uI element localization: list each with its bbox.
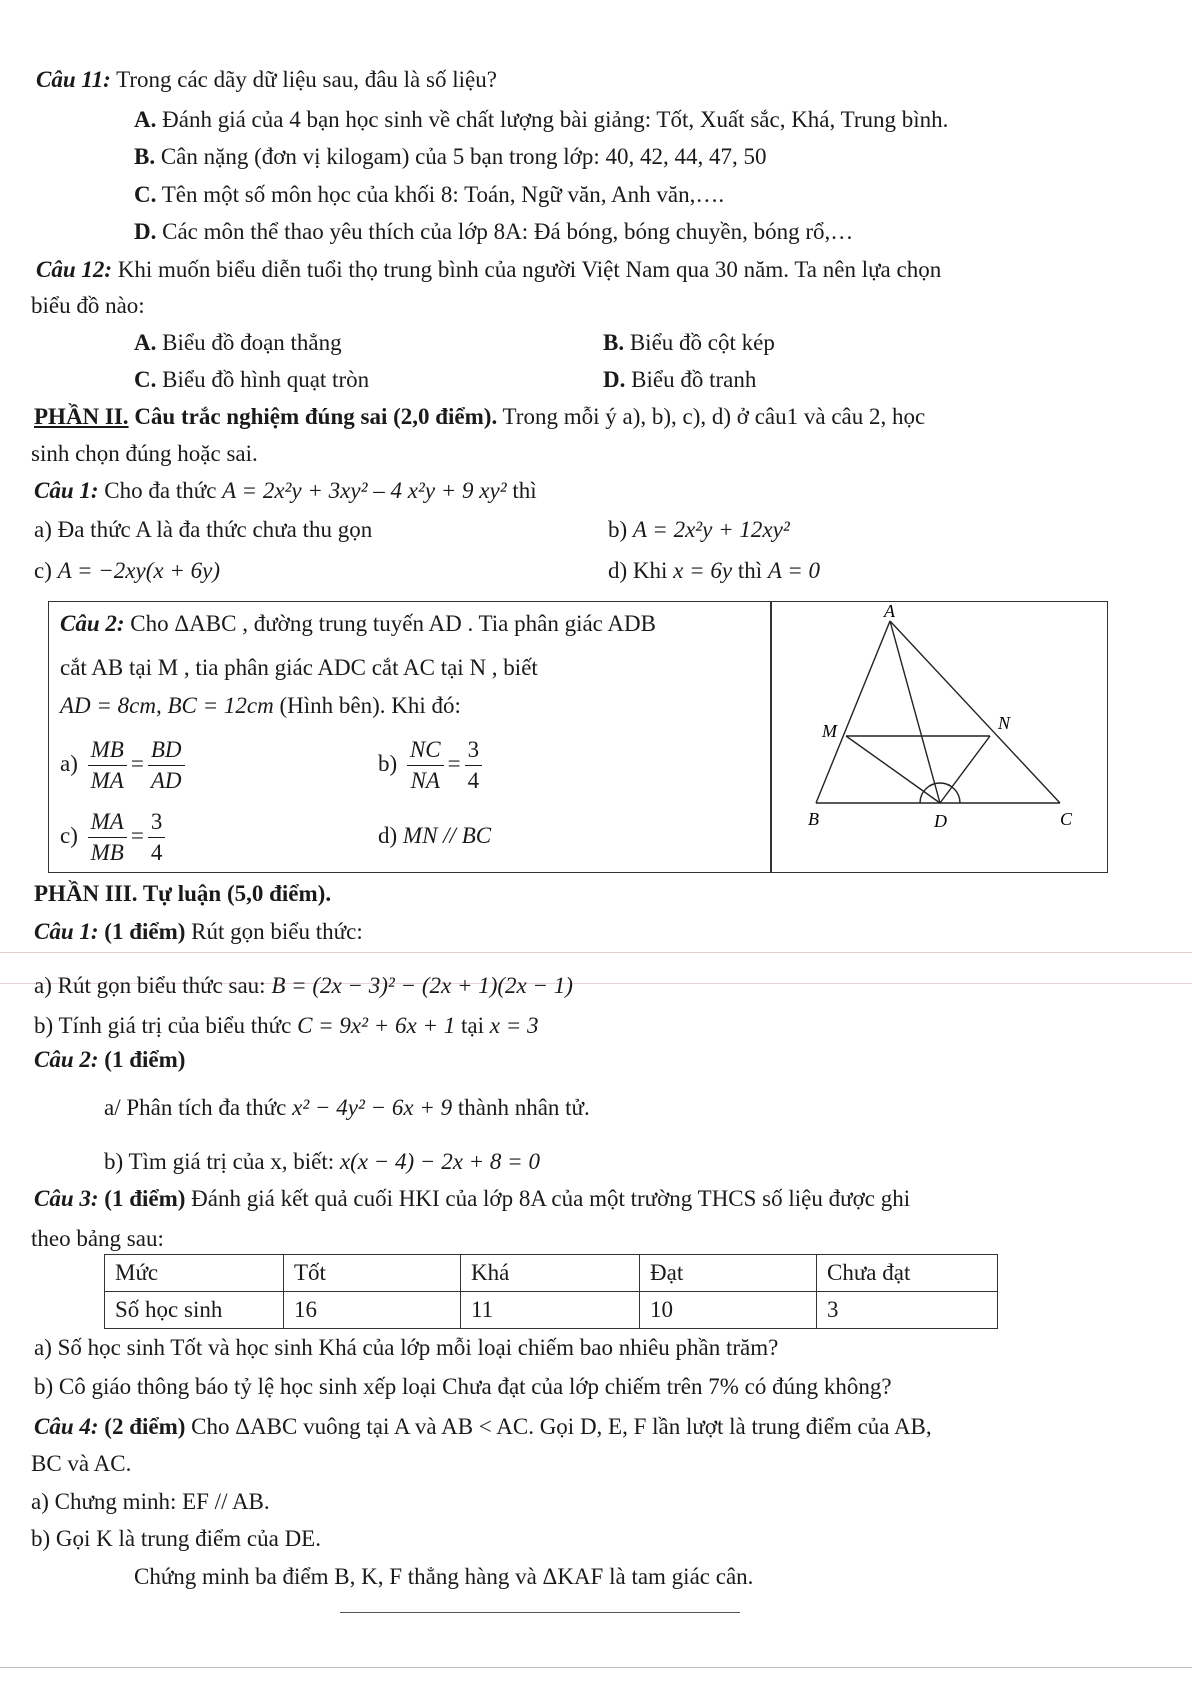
denominator: 4 [150, 840, 163, 866]
q12-label: Câu 12: [36, 257, 113, 282]
numerator: MA [88, 807, 127, 838]
triangle-figure [770, 601, 1108, 873]
numerator: 3 [465, 735, 483, 766]
option-text: Biểu đồ đoạn thẳng [156, 330, 342, 355]
bisector-dn [940, 736, 990, 803]
p3-q3-question [34, 1185, 910, 1213]
p2-q2-text: Cho ΔABC , đường trung tuyến AD . Tia phân giác ADB [124, 611, 656, 636]
item-label: c) [34, 558, 58, 583]
option-text: Biểu đồ hình quạt tròn [156, 367, 370, 392]
scan-line [0, 952, 1192, 953]
q11-option-b [134, 143, 766, 171]
item-label: b) [608, 517, 633, 542]
option-letter: B. [603, 330, 625, 355]
option-letter: C. [134, 182, 157, 207]
option-text: Đánh giá của 4 bạn học sinh về chất lượng bài giảng: Tốt, Xuất sắc, Khá, Trung bình. [156, 107, 949, 132]
item-expr: B = (2x − 3)² − (2x + 1)(2x − 1) [271, 973, 573, 998]
table-cell: Tốt [284, 1255, 461, 1292]
p3-q4-question-cont: BC và AC. [31, 1451, 132, 1476]
p2-q1-text: Cho đa thức [98, 478, 223, 503]
p2-q2-given: AD = 8cm, BC = 12cm [60, 693, 274, 718]
q11-label: Câu 11: [36, 67, 111, 92]
p2-q1-b [608, 516, 790, 544]
q11-option-d [134, 218, 853, 246]
item-text: b) Tính giá trị của biểu thức [34, 1013, 298, 1038]
end-separator [340, 1612, 740, 1613]
part2-heading [34, 403, 925, 431]
item-text: a) Rút gọn biểu thức sau: [34, 973, 272, 998]
p3-q1-label: Câu 1: [34, 919, 99, 944]
p3-q4-a: a) Chưng minh: EF // AB. [31, 1489, 270, 1514]
table-cell: 16 [284, 1292, 461, 1329]
option-letter: A. [134, 330, 157, 355]
p2-q1-label: Câu 1: [34, 478, 99, 503]
numerator: 3 [148, 807, 166, 838]
p2-q2-b [378, 734, 486, 796]
item-expr: x² − 4y² − 6x + 9 [292, 1095, 453, 1120]
table-cell: Khá [461, 1255, 640, 1292]
bisector-dm [846, 736, 940, 803]
p2-q2-d [378, 822, 491, 850]
p2-q2-label: Câu 2: [60, 611, 125, 636]
item-expr: A = 0 [767, 558, 821, 583]
denominator: 4 [467, 768, 480, 794]
option-letter: A. [134, 107, 157, 132]
item-label: b) [378, 751, 398, 776]
p2-q1-a: a) Đa thức A là đa thức chưa thu gọn [34, 517, 373, 542]
item-label: c) [60, 823, 78, 848]
option-text: Cân nặng (đơn vị kilogam) của 5 bạn trong lớp: 40, 42, 44, 47, 50 [155, 144, 767, 169]
part2-heading-cont: sinh chọn đúng hoặc sai. [31, 441, 258, 466]
numerator: BD [148, 735, 185, 766]
item-expr: A = 2x²y + 12xy² [632, 517, 790, 542]
label-c: C [1060, 809, 1073, 829]
p3-q3-label: Câu 3: [34, 1186, 99, 1211]
numerator: NC [407, 735, 444, 766]
part2-title: PHẦN II. [34, 404, 129, 429]
table-cell: Chưa đạt [817, 1255, 998, 1292]
option-text: Tên một số môn học của khối 8: Toán, Ngữ văn, Anh văn,…. [156, 182, 725, 207]
p2-q1-question [34, 477, 537, 505]
p3-q3-points: (1 điểm) [98, 1186, 186, 1211]
p3-q3-b: b) Cô giáo thông báo tỷ lệ học sinh xếp loại Chưa đạt của lớp chiếm trên 7% có đúng không? [34, 1374, 892, 1399]
label-d: D [934, 811, 947, 831]
p3-q2-label: Câu 2: [34, 1047, 99, 1072]
q11-option-a [134, 106, 948, 134]
q12-option-d [603, 366, 756, 394]
p2-q2-line1 [60, 610, 656, 638]
q12-option-b [603, 329, 775, 357]
p2-q2-line3 [60, 692, 461, 720]
equals: = [130, 751, 144, 776]
table-cell: Số học sinh [105, 1292, 284, 1329]
p3-q2-a [104, 1094, 590, 1122]
p2-q1-tail: thì [506, 478, 537, 503]
denominator: MA [90, 768, 124, 794]
item-mid: thì [732, 558, 768, 583]
q11-option-c [134, 181, 724, 209]
denominator: AD [150, 768, 182, 794]
p3-q3-question-cont: theo bảng sau: [31, 1226, 164, 1251]
item-expr: MN // BC [402, 823, 492, 848]
equals: = [447, 751, 461, 776]
side-ab [816, 621, 890, 803]
p2-q2-tail: (Hình bên). Khi đó: [273, 693, 461, 718]
option-letter: B. [134, 144, 156, 169]
item-expr: A = −2xy(x + 6y) [57, 558, 220, 583]
option-text: Các môn thể thao yêu thích của lớp 8A: Đá bóng, bóng chuyền, bóng rổ,… [156, 219, 854, 244]
table-cell: 3 [817, 1292, 998, 1329]
p3-q4-b: b) Gọi K là trung điểm của DE. [31, 1526, 321, 1551]
q11-question [36, 66, 497, 94]
p3-q4-points: (2 điểm) [98, 1414, 186, 1439]
table-row [105, 1292, 998, 1329]
part3-heading: PHẦN III. Tự luận (5,0 điểm). [34, 881, 332, 906]
p3-q1-question [34, 918, 363, 946]
p3-q3-text: Đánh giá kết quả cuối HKI của lớp 8A của một trường THCS số liệu được ghi [185, 1186, 911, 1211]
p3-q4-label: Câu 4: [34, 1414, 99, 1439]
item-tail: thành nhân tử. [452, 1095, 590, 1120]
page-edge [0, 1667, 1192, 1668]
p2-q1-c [34, 557, 220, 585]
table-cell: Đạt [640, 1255, 817, 1292]
p3-q4-b-cont: Chứng minh ba điểm B, K, F thẳng hàng và ΔKAF là tam giác cân. [134, 1564, 754, 1589]
p2-q1-d [608, 557, 820, 585]
part2-subtitle: Câu trắc nghiệm đúng sai (2,0 điểm). [128, 404, 498, 429]
item-label: d) Khi [608, 558, 674, 583]
item-label: a) [60, 751, 78, 776]
q11-text: Trong các dãy dữ liệu sau, đâu là số liệu? [110, 67, 497, 92]
option-letter: D. [603, 367, 626, 392]
label-n: N [998, 713, 1011, 733]
item-text: a/ Phân tích đa thức [104, 1095, 293, 1120]
p2-q2-line2: cắt AB tại M , tia phân giác ADC cắt AC tại N , biết [60, 655, 538, 680]
item-mid: tại [455, 1013, 490, 1038]
p3-q3-a: a) Số học sinh Tốt và học sinh Khá của lớp mỗi loại chiếm bao nhiêu phần trăm? [34, 1335, 779, 1360]
p3-q1-b [34, 1012, 539, 1040]
item-expr: x(x − 4) − 2x + 8 = 0 [339, 1149, 540, 1174]
option-letter: D. [134, 219, 157, 244]
item-text: b) Tìm giá trị của x, biết: [104, 1149, 340, 1174]
table-cell: Mức [105, 1255, 284, 1292]
q12-text: Khi muốn biểu diễn tuổi thọ trung bình của người Việt Nam qua 30 năm. Ta nên lựa chọn [112, 257, 942, 282]
p2-q2-a [60, 734, 189, 796]
p3-q1-points: (1 điểm) [98, 919, 186, 944]
p2-q1-expr: A = 2x²y + 3xy² – 4 x²y + 9 xy² [222, 478, 507, 503]
part2-instructions: Trong mỗi ý a), b), c), d) ở câu1 và câu 2, học [497, 404, 926, 429]
p3-q4-question [34, 1413, 932, 1441]
option-text: Biểu đồ tranh [625, 367, 757, 392]
item-expr: C = 9x² + 6x + 1 [297, 1013, 456, 1038]
p3-q2-points: (1 điểm) [98, 1047, 186, 1072]
item-expr: x = 6y [673, 558, 733, 583]
p3-q1-text: Rút gọn biểu thức: [185, 919, 363, 944]
p3-q2-question [34, 1046, 185, 1074]
q12-option-a [134, 329, 342, 357]
item-expr: x = 3 [489, 1013, 539, 1038]
table-header-row [105, 1255, 998, 1292]
p3-q1-a [34, 972, 573, 1000]
p3-q2-b [104, 1148, 540, 1176]
q12-question [36, 256, 941, 284]
equals: = [130, 823, 144, 848]
q12-option-c [134, 366, 369, 394]
p2-q2-c [60, 806, 169, 868]
option-text: Biểu đồ cột kép [624, 330, 775, 355]
denominator: MB [90, 840, 124, 866]
label-a: A [884, 601, 895, 621]
denominator: NA [410, 768, 440, 794]
table-cell: 11 [461, 1292, 640, 1329]
table-cell: 10 [640, 1292, 817, 1329]
results-table [104, 1254, 998, 1329]
label-m: M [822, 721, 837, 741]
p3-q4-text: Cho ΔABC vuông tại A và AB < AC. Gọi D, E, F lần lượt là trung điểm của AB, [185, 1414, 932, 1439]
q12-question-cont: biểu đồ nào: [31, 293, 145, 318]
label-b: B [808, 809, 819, 829]
numerator: MB [88, 735, 127, 766]
option-letter: C. [134, 367, 157, 392]
item-label: d) [378, 823, 398, 848]
